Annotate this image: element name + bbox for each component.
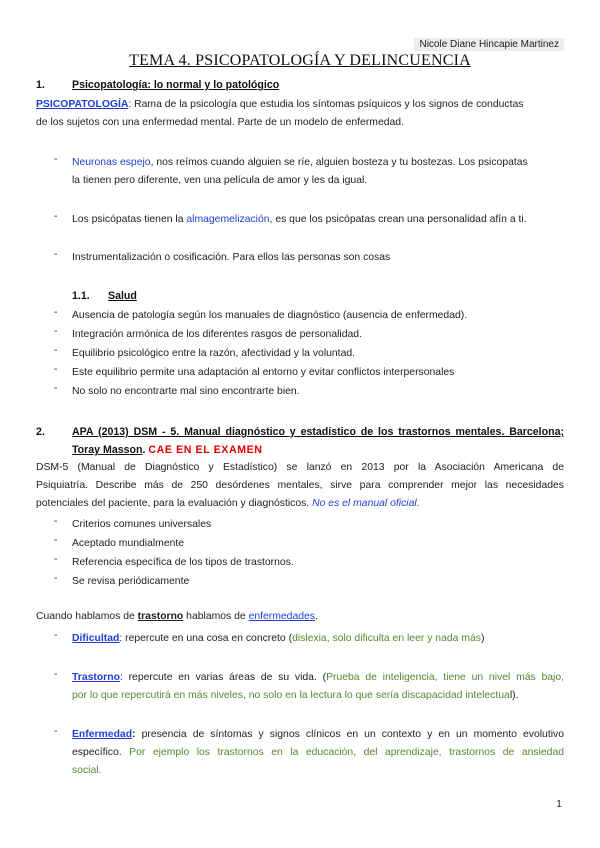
intro-text: Cuando hablamos de [36,611,138,622]
example-text: Prueba de inteligencia, tiene un nivel más bajo, [326,672,564,683]
definition-line-2: de los sujetos con una enfermedad mental. Parte de un modelo de enfermedad. [36,117,404,128]
example-text: social. [72,765,102,776]
bullet-dash: - [54,669,58,680]
section-title: Psicopatología: lo normal y lo patológico [72,79,280,91]
bullet-text: Integración armónica de los diferentes rasgos de personalidad. [72,329,362,340]
intro-text: hablamos de [183,611,249,622]
dsm5-paragraph [36,459,564,513]
bullet-dash: - [54,154,58,165]
bullet-dash: - [54,383,58,394]
bullet-dash: - [54,307,58,318]
bullet-text: Equilibrio psicológico entre la razón, afectividad y la voluntad. [72,348,356,359]
bullet-text: presencia de síntomas y signos clínicos en un contexto y en un momento evolutivo [135,729,564,740]
bullet-text: Instrumentalización o cosificación. Para ellos las personas son cosas [72,252,391,263]
definition-line-1: : Rama de la psicología que estudia los síntomas psíquicos y los signos de conductas [128,99,524,110]
bullet-text: Aceptado mundialmente [72,538,185,549]
dificultad-term: Dificultad [72,633,120,644]
bullet-text: Referencia específica de los tipos de trastornos. [72,557,294,568]
section-2-heading [36,423,564,457]
bullet-text: ) [480,633,485,644]
bullet-text: Ausencia de patología según los manuales de diagnóstico (ausencia de enfermedad). [72,310,468,321]
bullet-text: Este equilibrio permite una adaptación al entorno y evitar conflictos interpersonales [72,367,455,378]
bullet-dash: - [54,630,58,641]
page-title: TEMA 4. PSICOPATOLOGÍA Y DELINCUENCIA [129,52,471,69]
bullet-dash: - [54,516,58,527]
paragraph-line: DSM-5 (Manual de Diagnóstico y Estadístico) se lanzó en 2013 por la Asociación Americana de [36,462,564,473]
bullet-text: específico. [72,747,130,758]
bullet-dash: - [54,364,58,375]
bullet-text: : repercute en una cosa en concreto ( [119,633,293,644]
section-1-1-heading [72,290,552,306]
bullet-text: Se revisa periódicamente [72,576,190,587]
bullet-text: la tienen pero diferente, ven una película de amor y les da igual. [72,175,368,186]
bullet-dash: - [54,345,58,356]
bullet-text: Criterios comunes universales [72,519,212,530]
section-title: Salud [108,290,137,302]
note-dot: . [416,498,420,509]
exam-badge: CAE EN EL EXAMEN [148,444,263,456]
term-colon: : [132,729,136,740]
author-label: Nicole Diane Hincapie Martinez [414,38,564,51]
bullet-text: , nos reímos cuando alguien se ríe, alguien bosteza y tu bostezas. Los psicopatas [150,157,528,168]
example-text: Por ejemplo los trastornos en la educación, del aprendizaje, trastornos de ansiedad [129,747,564,758]
almagemelizacion-term: almagemelización [186,214,270,225]
bullet-text: , es que los psicópatas crean una personalidad afín a ti. [269,214,527,225]
paragraph-line: Psiquiatría. Describe más de 250 desórdenes mentales, sirve para comprender mejor las necesidades [36,480,564,491]
heading-dot: . [142,444,146,456]
not-official-note: No es el manual oficial [312,498,417,509]
section-1-heading [36,79,564,95]
bullet-dash: - [54,554,58,565]
example-text: por lo que repercutirá en más niveles, no solo en la lectura lo que sería discapacidad intelectua [72,690,510,701]
bullet-dash: - [54,573,58,584]
trastorno-intro [36,611,564,622]
section-number: 2. [36,426,45,438]
section-title-line-2: Toray Masson [72,444,143,456]
psicopatologia-definition [36,96,564,132]
section-number: 1. [36,79,45,91]
trastorno-term: Trastorno [72,672,120,683]
bullet-dash: - [54,249,58,260]
page-number: 1 [556,798,562,810]
example-text: dislexia, solo dificulta en leer y nada más [292,633,481,644]
bullet-dash: - [54,535,58,546]
bullet-text: l). [509,690,519,701]
trastorno-term: trastorno [137,611,184,622]
enfermedades-term: enfermedades [248,611,315,622]
bullet-dash: - [54,211,58,222]
bullet-dash: - [54,726,58,737]
bullet-dash: - [54,326,58,337]
enfermedad-term: Enfermedad [72,729,133,740]
intro-dot: . [315,611,318,622]
bullet-text: : repercute en varias áreas de su vida. ( [119,672,327,683]
bullet-text: No solo no encontrarte mal sino encontrarte bien. [72,386,300,397]
bullet-text: Los psicópatas tienen la [72,214,187,225]
neuronas-espejo-term: Neuronas espejo [72,157,151,168]
section-number: 1.1. [72,290,90,302]
definition-term: PSICOPATOLOGÍA [36,99,129,110]
paragraph-line: potenciales del paciente, para la evaluación y diagnósticos. [36,498,310,509]
section-title-line-1: APA (2013) DSM - 5. Manual diagnóstico y estadístico de los trastornos mentales. Barcelona; [72,426,564,438]
